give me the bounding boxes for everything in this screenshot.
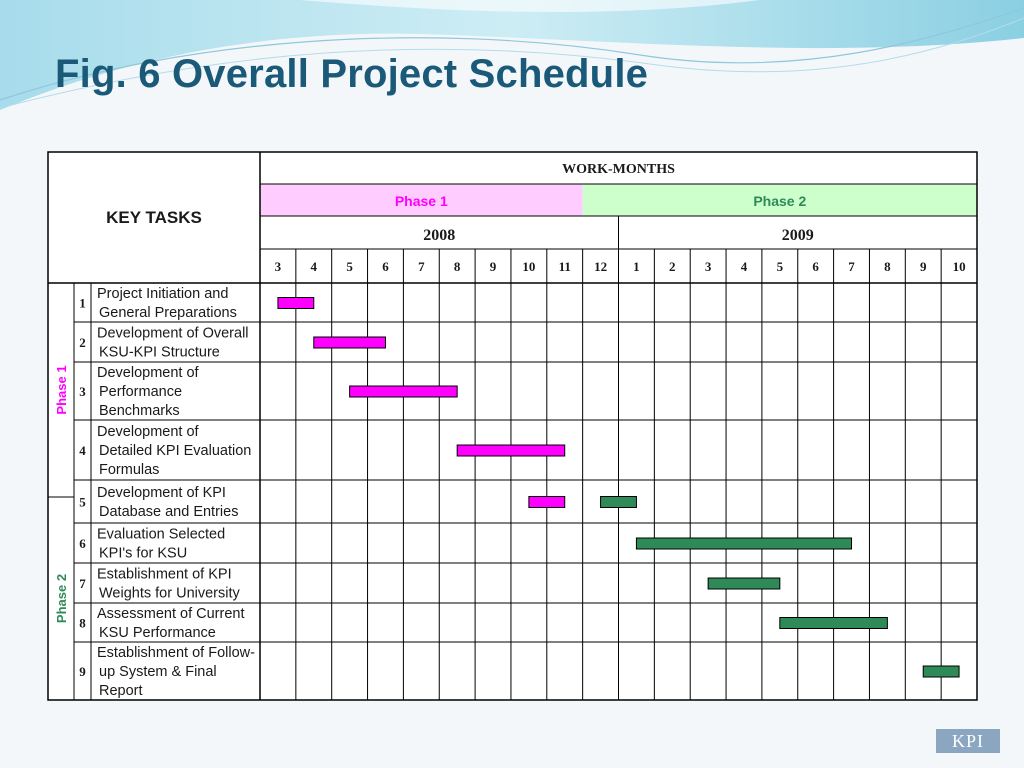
task-name-line: Development of KPI	[97, 485, 226, 501]
phase2-header-label: Phase 2	[753, 193, 807, 209]
gantt-bar-task-2	[314, 337, 386, 348]
task-name-line: Benchmarks	[99, 403, 180, 419]
task-name-line: General Preparations	[99, 305, 237, 321]
task-number: 7	[79, 576, 86, 591]
task-number: 3	[79, 384, 86, 399]
month-tick-label: 12	[594, 259, 608, 274]
year-label: 2009	[781, 227, 814, 244]
year-label: 2008	[423, 227, 456, 244]
phase2-side-label: Phase 2	[54, 573, 69, 624]
month-tick-label: 7	[418, 259, 425, 274]
month-tick-label: 4	[310, 259, 318, 274]
task-name-line: Assessment of Current	[97, 606, 245, 622]
task-number: 5	[79, 494, 86, 510]
month-tick-label: 5	[776, 259, 784, 274]
task-name-line: Development of	[97, 365, 199, 381]
month-tick-label: 2	[669, 259, 676, 274]
phase1-side-label: Phase 1	[54, 365, 69, 415]
task-name-line: Performance	[99, 384, 183, 400]
gantt-bar-task-4	[457, 445, 565, 456]
month-tick-label: 9	[489, 259, 497, 274]
gantt-bar-task-7	[708, 578, 780, 589]
phase1-header-label: Phase 1	[394, 193, 448, 209]
task-name-line: Development of	[97, 424, 199, 440]
kpi-logo: KPI	[936, 729, 1000, 753]
task-name-line: Establishment of KPI	[97, 566, 232, 583]
task-name-line: KSU-KPI Structure	[99, 344, 220, 361]
task-name-line: Establishment of Follow-	[97, 645, 255, 661]
task-number: 6	[79, 536, 86, 551]
gantt-bar-task-8	[780, 618, 888, 629]
gantt-bar-task-9	[923, 666, 959, 677]
month-tick-label: 8	[884, 259, 891, 274]
month-tick-label: 3	[274, 259, 282, 274]
month-tick-label: 9	[919, 259, 927, 274]
month-tick-label: 7	[848, 259, 855, 274]
task-name-line: Database and Entries	[99, 504, 239, 520]
month-tick-label: 5	[346, 259, 353, 274]
task-number: 2	[79, 335, 86, 350]
slide-title: Fig. 6 Overall Project Schedule	[55, 52, 649, 96]
task-name-line: Weights for University	[99, 585, 240, 602]
task-name-line: Report	[99, 683, 143, 699]
gantt-bar-task-1	[278, 298, 314, 309]
task-name-line: Project Initiation and	[97, 286, 229, 302]
gantt-bar-task-3	[350, 386, 458, 397]
month-tick-label: 4	[740, 259, 748, 274]
month-tick-label: 8	[453, 259, 461, 274]
month-tick-label: 1	[633, 259, 640, 274]
gantt-bar-task-5	[529, 497, 565, 508]
task-name-line: Development of Overall	[97, 325, 249, 342]
task-number: 9	[79, 664, 86, 679]
task-name-line: Evaluation Selected	[97, 526, 226, 543]
month-tick-label: 10	[522, 259, 536, 274]
task-name-line: up System & Final	[99, 664, 217, 680]
task-number: 8	[79, 615, 86, 631]
work-months-label: WORK-MONTHS	[562, 162, 675, 177]
month-tick-label: 11	[558, 259, 571, 274]
task-name-line: KSU Performance	[99, 625, 216, 641]
task-name-line: KPI's for KSU	[99, 545, 188, 562]
task-number: 4	[79, 443, 86, 458]
task-number: 1	[79, 295, 86, 311]
month-tick-label: 6	[812, 259, 819, 274]
month-tick-label: 10	[952, 259, 966, 274]
task-name-line: Detailed KPI Evaluation	[99, 443, 252, 459]
task-name-line: Formulas	[99, 462, 160, 478]
month-tick-label: 6	[382, 259, 389, 274]
gantt-bar-task-5	[601, 497, 637, 508]
gantt-bar-task-6	[636, 538, 851, 549]
key-tasks-label: KEY TASKS	[106, 208, 202, 227]
month-tick-label: 3	[704, 259, 712, 274]
